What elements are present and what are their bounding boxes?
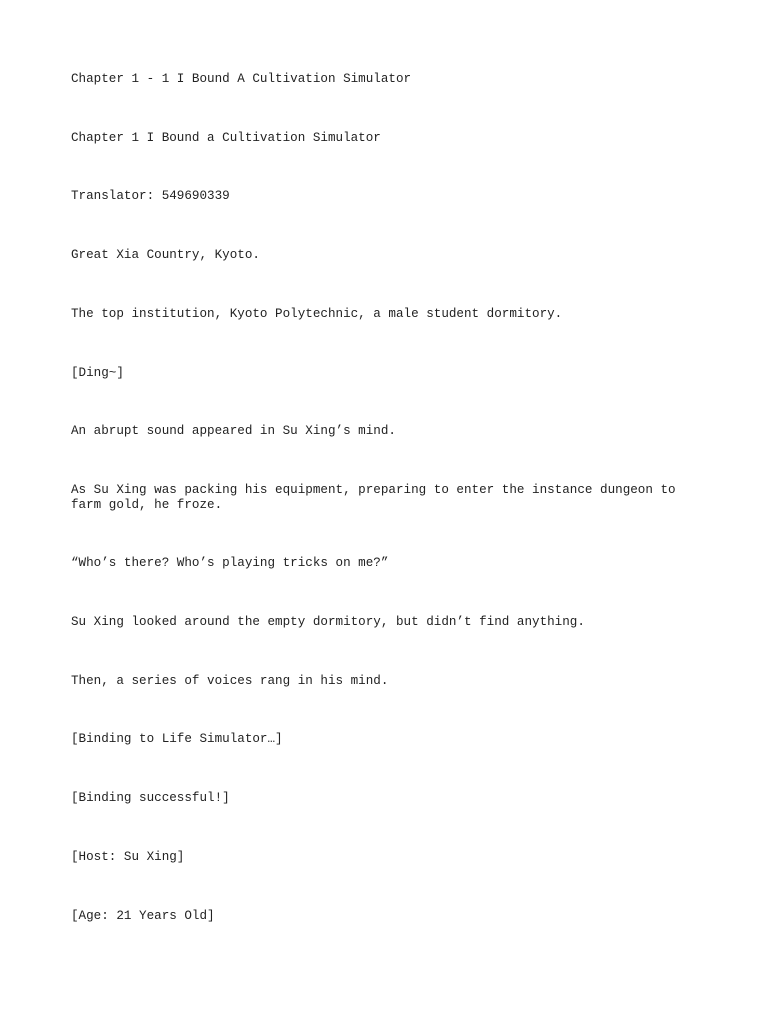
body-paragraph: [Binding to Life Simulator…] [71,732,283,746]
chapter-heading: Chapter 1 - 1 I Bound A Cultivation Simulator [71,72,412,86]
body-paragraph: An abrupt sound appeared in Su Xing’s mind. [71,424,396,438]
body-paragraph: As Su Xing was packing his equipment, preparing to enter the instance dungeon to farm gold, he froze. [71,483,676,512]
body-paragraph: “Who’s there? Who’s playing tricks on me?” [71,556,389,570]
body-paragraph: Great Xia Country, Kyoto. [71,248,260,262]
body-paragraph: Then, a series of voices rang in his mind. [71,674,389,688]
body-paragraph: [Age: 21 Years Old] [71,909,215,923]
body-paragraph: [Ding~] [71,366,124,380]
translator-credit: Translator: 549690339 [71,189,230,203]
body-paragraph: [Host: Su Xing] [71,850,185,864]
body-paragraph: The top institution, Kyoto Polytechnic, a male student dormitory. [71,307,563,321]
chapter-subheading: Chapter 1 I Bound a Cultivation Simulator [71,131,381,145]
body-paragraph: Su Xing looked around the empty dormitory, but didn’t find anything. [71,615,585,629]
body-paragraph: [Binding successful!] [71,791,230,805]
